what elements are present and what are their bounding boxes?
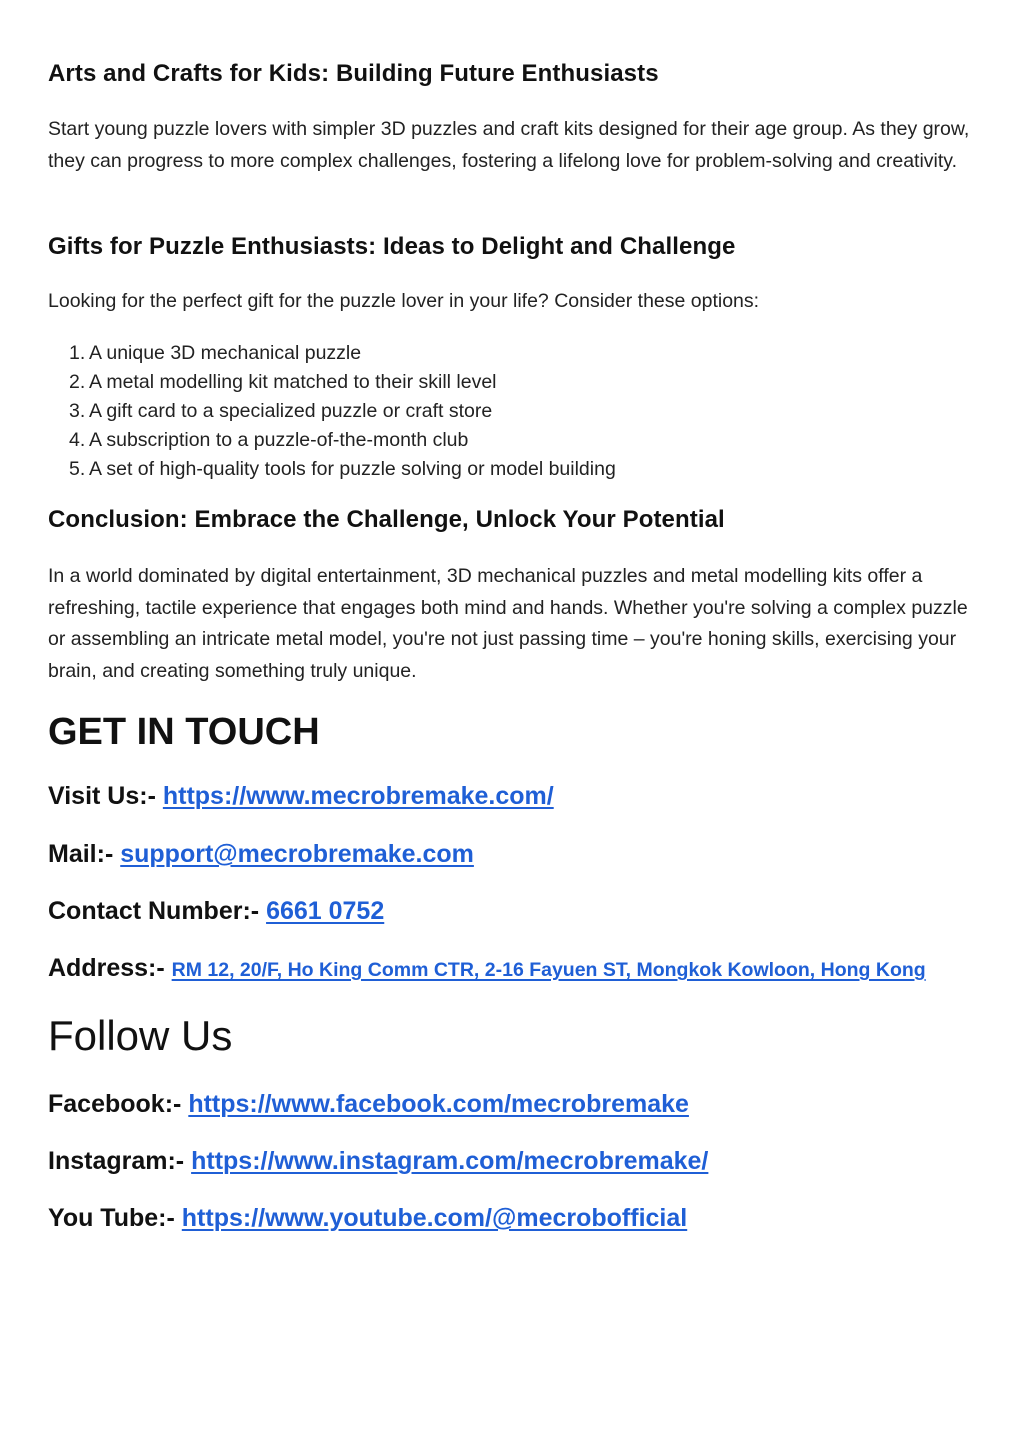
phone-row <box>48 897 384 926</box>
phone-link[interactable]: 6661 0752 <box>266 897 385 925</box>
kids-paragraph: Start young puzzle lovers with simpler 3D puzzles and craft kits designed for their age group. As they grow, they can progress to more complex challenges, fostering a lifelong love for problem-solving and creativity. <box>48 118 970 172</box>
youtube-link[interactable]: https://www.youtube.com/@mecrobofficial <box>181 1204 688 1232</box>
kids-heading: Arts and Crafts for Kids: Building Future Enthusiasts <box>48 60 659 87</box>
get-in-touch-heading: GET IN TOUCH <box>48 711 320 753</box>
facebook-label: Facebook:- <box>48 1090 182 1118</box>
facebook-row <box>48 1090 689 1119</box>
gifts-heading: Gifts for Puzzle Enthusiasts: Ideas to Delight and Challenge <box>48 233 736 260</box>
instagram-row <box>48 1147 708 1176</box>
address-label: Address:- <box>48 954 165 982</box>
gift-list <box>48 339 616 484</box>
conclusion-paragraph: In a world dominated by digital entertainment, 3D mechanical puzzles and metal modelling kits offer a refreshing, tactile experience that engages both mind and hands. Whether you're solving a complex puzzle or assembling an intricate metal model, you're not just passing time – you're honing skills, exercising your brain, and creating something truly unique. <box>48 565 968 682</box>
list-item: 3. A gift card to a specialized puzzle or craft store <box>69 400 493 422</box>
visit-row <box>48 782 554 811</box>
gifts-intro: Looking for the perfect gift for the puzzle lover in your life? Consider these options: <box>48 290 760 312</box>
mail-label: Mail:- <box>48 840 114 868</box>
list-item: 4. A subscription to a puzzle-of-the-month club <box>69 429 469 451</box>
youtube-label: You Tube:- <box>48 1204 175 1232</box>
instagram-label: Instagram:- <box>48 1147 185 1175</box>
follow-us-heading: Follow Us <box>48 1012 233 1059</box>
mail-row <box>48 840 474 869</box>
youtube-row <box>48 1204 687 1233</box>
address-row <box>48 954 926 983</box>
phone-label: Contact Number:- <box>48 897 260 925</box>
email-link[interactable]: support@mecrobremake.com <box>120 840 474 868</box>
website-link[interactable]: https://www.mecrobremake.com/ <box>162 782 554 810</box>
address-link[interactable]: RM 12, 20/F, Ho King Comm CTR, 2-16 Fayuen ST, Mongkok Kowloon, Hong Kong <box>171 959 926 981</box>
instagram-link[interactable]: https://www.instagram.com/mecrobremake/ <box>191 1147 709 1175</box>
list-item: 2. A metal modelling kit matched to their skill level <box>69 371 497 393</box>
conclusion-heading: Conclusion: Embrace the Challenge, Unlock Your Potential <box>48 506 725 533</box>
list-item: 5. A set of high-quality tools for puzzle solving or model building <box>69 458 616 480</box>
list-item: 1. A unique 3D mechanical puzzle <box>69 342 362 364</box>
visit-label: Visit Us:- <box>48 782 156 810</box>
facebook-link[interactable]: https://www.facebook.com/mecrobremake <box>188 1090 689 1118</box>
